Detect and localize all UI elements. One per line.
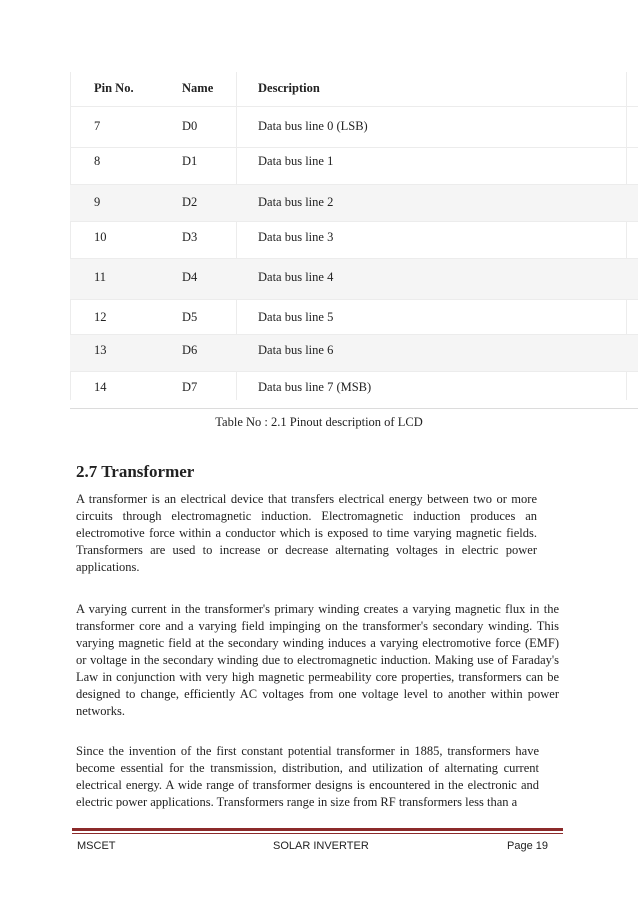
table-header-row — [70, 72, 638, 107]
row-description: Data bus line 2 — [258, 195, 334, 209]
row-name: D7 — [182, 380, 198, 394]
row-name: D1 — [182, 154, 198, 168]
row-name: D3 — [182, 230, 198, 244]
paragraph-3: Since the invention of the first constant potential transformer in 1885, transformers have become essential for the transmission, distribution, and utilization of alternating current electrical energy. A wide range of transformer designs is encountered in the electronic and electric power applications. Transformers range in size from RF transformers less than a — [76, 744, 539, 809]
row-pin: 14 — [94, 380, 107, 394]
row-description: Data bus line 5 — [258, 310, 334, 324]
section-heading: 2.7 Transformer — [76, 462, 195, 481]
footer-rule-thin — [72, 833, 563, 834]
paragraph-2: A varying current in the transformer's primary winding creates a varying magnetic flux in the transformer core and a varying field impinging on the transformer's secondary winding. This varying magnetic field at the secondary winding induces a varying electromotive force (EMF) or voltage in the secondary winding due to electromagnetic induction. Making use of Faraday's Law in conjunction with very high magnetic permeability core properties, transformers can be designed to change, efficiently AC voltages from one voltage level to another within power networks. — [76, 602, 559, 718]
row-name: D6 — [182, 343, 198, 357]
footer-page-number: Page 19 — [507, 840, 548, 852]
table-row — [70, 372, 638, 409]
row-pin: 8 — [94, 154, 101, 168]
row-description: Data bus line 4 — [258, 270, 334, 284]
row-description: Data bus line 3 — [258, 230, 334, 244]
row-name: D0 — [182, 119, 198, 133]
header-name: Name — [182, 81, 214, 95]
paragraph-1: A transformer is an electrical device that transfers electrical energy between two or more circuits through electromagnetic induction. Electromagnetic induction produces an electromotive force within a conductor which is exposed to time varying magnetic fields. Transformers are used to increase or decrease alternating voltages in electric power applications. — [76, 492, 537, 574]
table-caption: Table No : 2.1 Pinout description of LCD — [215, 415, 423, 429]
footer-project-title: SOLAR INVERTER — [273, 840, 369, 852]
row-pin: 9 — [94, 195, 101, 209]
row-description: Data bus line 1 — [258, 154, 334, 168]
row-pin: 12 — [94, 310, 107, 324]
table-row — [70, 107, 638, 148]
table-row — [70, 185, 638, 222]
pinout-table — [70, 72, 638, 409]
row-name: D2 — [182, 195, 198, 209]
row-pin: 10 — [94, 230, 107, 244]
header-description: Description — [258, 81, 320, 95]
table-row — [70, 222, 638, 259]
row-pin: 7 — [94, 119, 101, 133]
table-row — [70, 259, 638, 300]
row-description: Data bus line 0 (LSB) — [258, 119, 368, 133]
footer-rule-thick — [72, 828, 563, 831]
row-name: D4 — [182, 270, 198, 284]
row-name: D5 — [182, 310, 198, 324]
row-description: Data bus line 6 — [258, 343, 334, 357]
row-description: Data bus line 7 (MSB) — [258, 380, 372, 394]
footer-institution: MSCET — [77, 840, 116, 852]
table-row — [70, 335, 638, 372]
row-pin: 11 — [94, 270, 107, 284]
row-pin: 13 — [94, 343, 107, 357]
header-pin-no: Pin No. — [94, 81, 134, 95]
table-row — [70, 148, 638, 185]
table-row — [70, 300, 638, 335]
